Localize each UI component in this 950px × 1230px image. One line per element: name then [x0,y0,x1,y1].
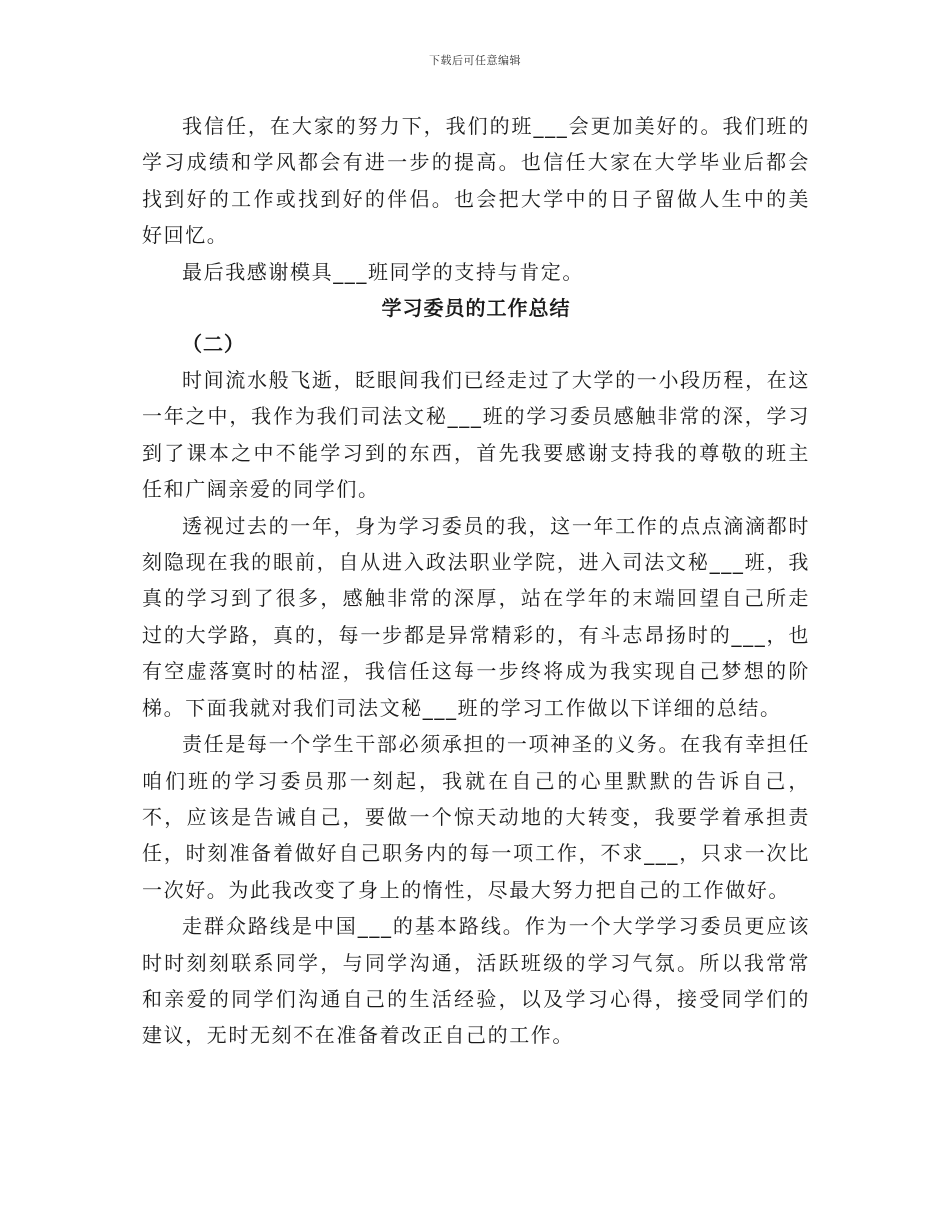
paragraph-3: 时间流水般飞逝，眨眼间我们已经走过了大学的一小段历程，在这一年之中，我作为我们司法文秘___班的学习委员感触非常的深，学习到了课本之中不能学习到的东西，首先我要感谢支持我的尊敬的班主任和广阔亲爱的同学们。 [142,368,810,502]
page-header-note: 下载后可任意编辑 [429,54,521,67]
paragraph-5: 责任是每一个学生干部必须承担的一项神圣的义务。在我有幸担任咱们班的学习委员那一刻起，我就在自己的心里默默的告诉自己，不，应该是告诫自己，要做一个惊天动地的大转变，我要学着承担责任，时刻准备着做好自己职务内的每一项工作，不求___，只求一次比一次好。为此我改变了身上的惰性，尽最大努力把自己的工作做好。 [142,732,810,902]
paragraph-2: 最后我感谢模具___班同学的支持与肯定。 [182,259,584,284]
section-subtitle: （二） [182,332,245,357]
paragraph-6: 走群众路线是中国___的基本路线。作为一个大学学习委员更应该时时刻刻联系同学，与同学沟通，活跃班级的学习气氛。所以我常常和亲爱的同学们沟通自己的生活经验，以及学习心得，接受同学们的建议，无时无刻不在准备着改正自己的工作。 [142,914,810,1048]
paragraph-4: 透视过去的一年，身为学习委员的我，这一年工作的点点滴滴都时刻隐现在我的眼前，自从进入政法职业学院，进入司法文秘___班，我真的学习到了很多，感触非常的深厚，站在学年的末端回望自己所走过的大学路，真的，每一步都是异常精彩的，有斗志昂扬时的___，也有空虚落寞时的枯涩，我信任这每一步终将成为我实现自己梦想的阶梯。下面我就对我们司法文秘___班的学习工作做以下详细的总结。 [142,513,810,720]
section-title: 学习委员的工作总结 [381,296,571,321]
document-body [142,108,810,1054]
paragraph-1: 我信任，在大家的努力下，我们的班___会更加美好的。我们班的学习成绩和学风都会有进一步的提高。也信任大家在大学毕业后都会找到好的工作或找到好的伴侣。也会把大学中的日子留做人生中的美好回忆。 [142,114,810,248]
